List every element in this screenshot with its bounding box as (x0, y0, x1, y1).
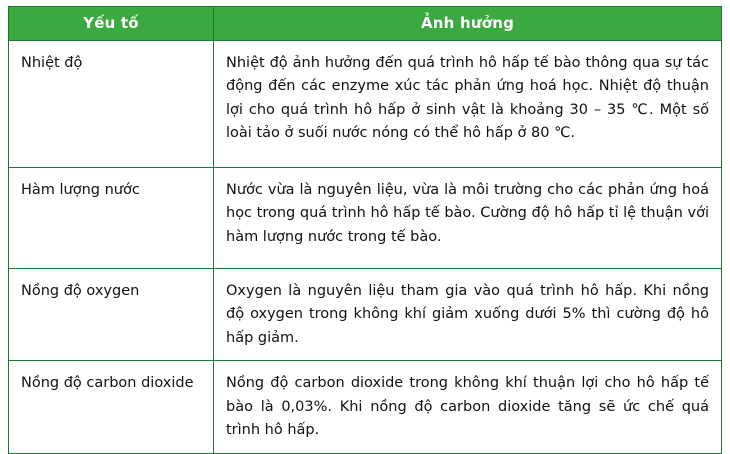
cell-effect: Nồng độ carbon dioxide trong không khí thuận lợi cho hô hấp tế bào là 0,03%. Khi nồng độ carbon dioxide tăng sẽ ức chế quá trình hô hấp. (214, 361, 722, 453)
cell-effect: Nhiệt độ ảnh hưởng đến quá trình hô hấp tế bào thông qua sự tác động đến các enzyme xúc tác phản ứng hoá học. Nhiệt độ thuận lợi cho quá trình hô hấp ở sinh vật là khoảng 30 – 35 ℃. Một số loài tảo ở suối nước nóng có thể hô hấp ở 80 ℃. (214, 41, 722, 168)
table-row (9, 41, 722, 168)
table-row (9, 168, 722, 269)
factors-table (8, 6, 722, 454)
document-page (0, 6, 730, 439)
cell-factor: Nồng độ carbon dioxide (9, 361, 214, 453)
cell-factor: Hàm lượng nước (9, 168, 214, 269)
cell-effect: Nước vừa là nguyên liệu, vừa là môi trường cho các phản ứng hoá học trong quá trình hô hấp tế bào. Cường độ hô hấp tỉ lệ thuận với hàm lượng nước trong tế bào. (214, 168, 722, 269)
table-row (9, 269, 722, 361)
cell-factor: Nồng độ oxygen (9, 269, 214, 361)
table-row (9, 361, 722, 453)
column-header-effect: Ảnh hưởng (214, 7, 722, 41)
table-body (9, 41, 722, 454)
cell-factor: Nhiệt độ (9, 41, 214, 168)
cell-effect: Oxygen là nguyên liệu tham gia vào quá trình hô hấp. Khi nồng độ oxygen trong không khí giảm xuống dưới 5% thì cường độ hô hấp giảm. (214, 269, 722, 361)
table-header-row (9, 7, 722, 41)
column-header-factor: Yếu tố (9, 7, 214, 41)
table-header (9, 7, 722, 41)
